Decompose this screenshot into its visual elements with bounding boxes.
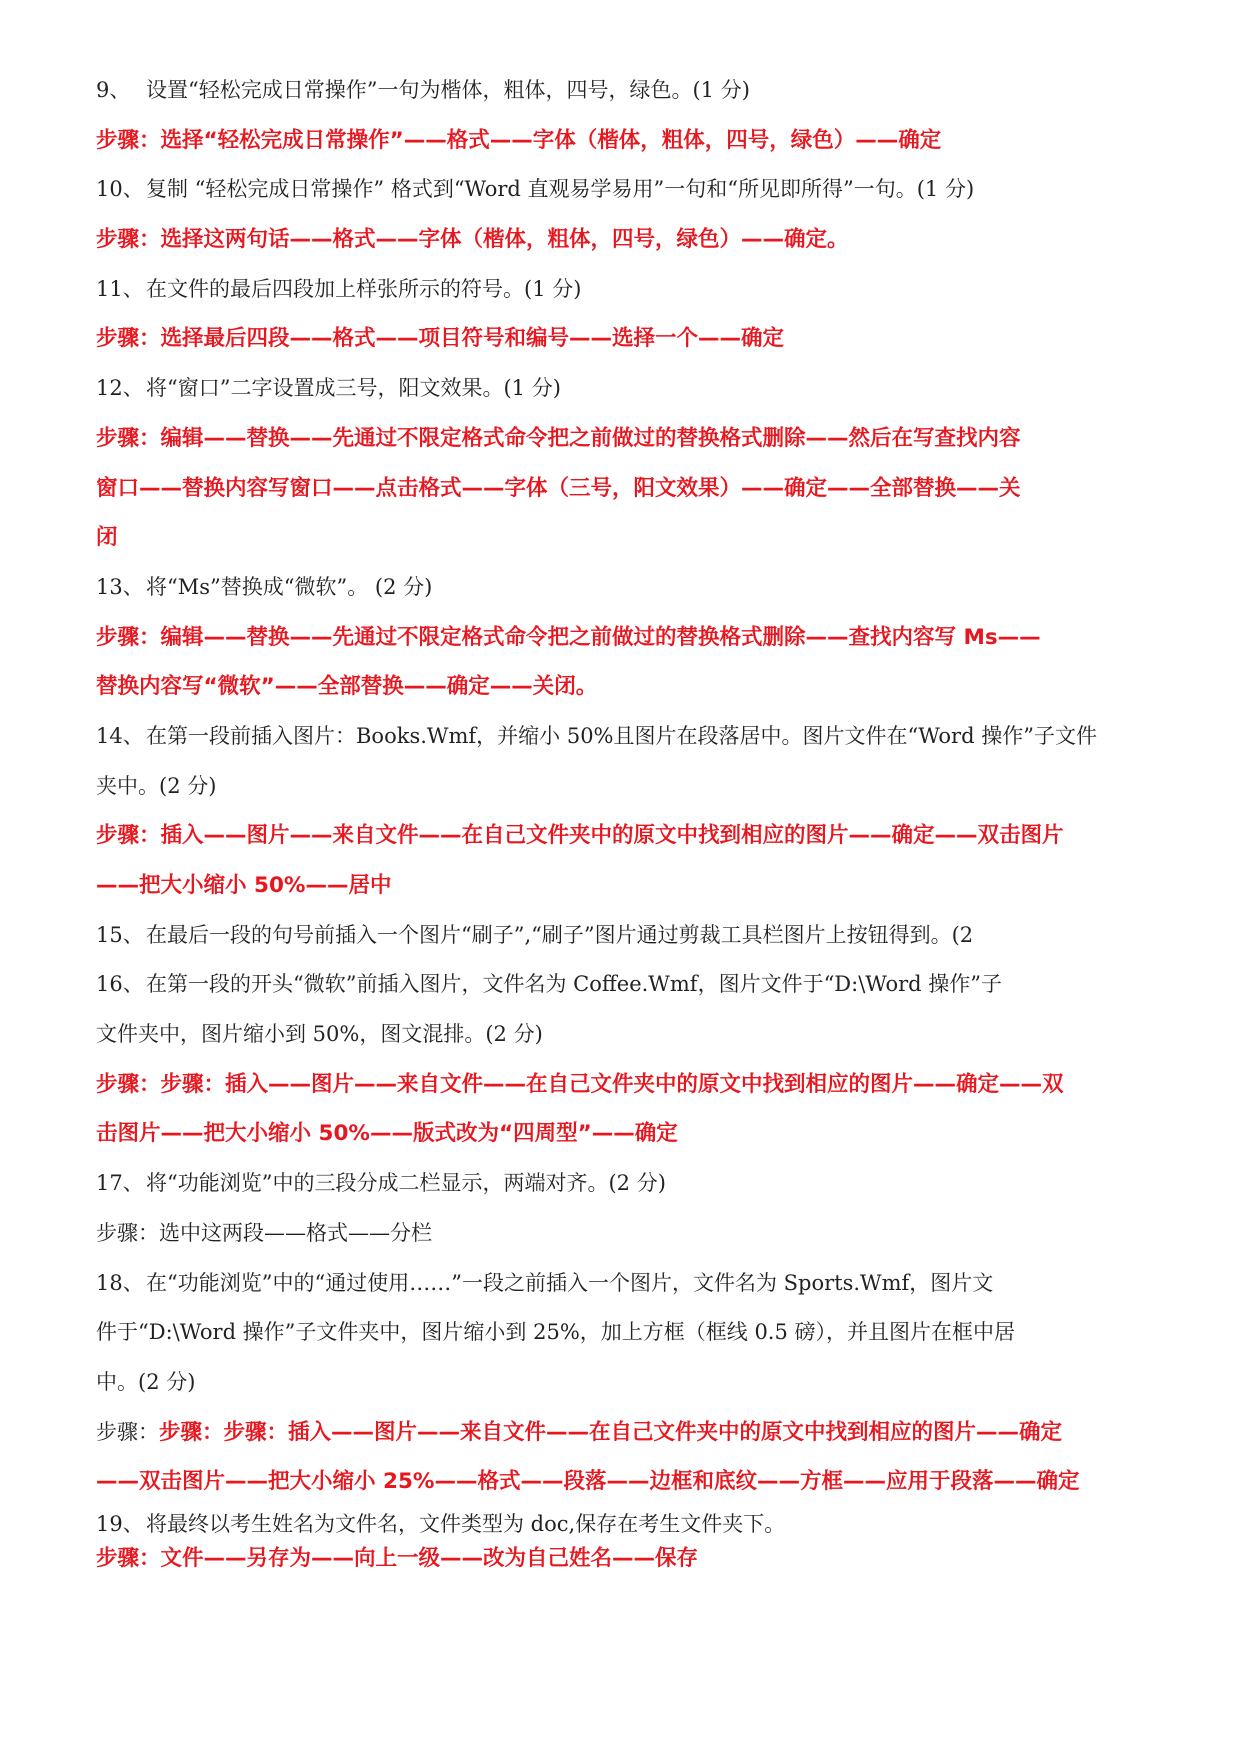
step-text: 替换内容写“微软”——全部替换——确定——关闭。	[96, 674, 598, 700]
question-number: 13、	[96, 574, 144, 599]
continuation-line	[96, 1209, 1182, 1259]
question-line	[96, 1159, 1182, 1209]
step-text: 步骤：插入——图片——来自文件——在自己文件夹中的原文中找到相应的图片——确定——双击图片	[96, 823, 1064, 849]
step-line	[96, 464, 1182, 514]
step-prefix: 步骤：	[96, 1419, 159, 1444]
question-number: 15、	[96, 922, 144, 947]
question-number: 16、	[96, 972, 144, 997]
continuation-line	[96, 1358, 1182, 1408]
continuation-text: 文件夹中，图片缩小到 50%，图文混排。(2 分)	[96, 1022, 543, 1047]
step-text: 闭	[96, 525, 118, 551]
step-line	[96, 116, 1182, 166]
step-line	[96, 513, 1182, 563]
question-number: 11、	[96, 276, 144, 301]
step-text: 步骤：选择这两句话——格式——字体（楷体，粗体，四号，绿色）——确定。	[96, 227, 849, 253]
question-number: 18、	[96, 1270, 144, 1295]
question-text: 将“功能浏览”中的三段分成二栏显示，两端对齐。(2 分)	[146, 1171, 666, 1196]
question-line	[96, 265, 1182, 315]
step-text: 击图片——把大小缩小 50%——版式改为“四周型”——确定	[96, 1121, 678, 1147]
step-line	[96, 1060, 1182, 1110]
step-line	[96, 414, 1182, 464]
question-text: 在最后一段的句号前插入一个图片“刷子”,“刷子”图片通过剪裁工具栏图片上按钮得到。(2	[146, 922, 974, 947]
step-text: 步骤：文件——另存为——向上一级——改为自己姓名——保存	[96, 1545, 699, 1571]
question-text: 在文件的最后四段加上样张所示的符号。(1 分)	[146, 276, 582, 301]
question-text: 将“Ms”替换成“微软”。 (2 分)	[146, 574, 433, 599]
question-line	[96, 165, 1182, 215]
question-text: 在第一段前插入图片：Books.Wmf，并缩小 50%且图片在段落居中。图片文件在“Word 操作”子文件	[146, 723, 1097, 748]
continuation-line	[96, 1308, 1182, 1358]
question-number: 12、	[96, 376, 144, 401]
question-line	[96, 1259, 1182, 1309]
step-line	[96, 662, 1182, 712]
question-line	[96, 712, 1182, 762]
step-text: 步骤：选择最后四段——格式——项目符号和编号——选择一个——确定	[96, 326, 785, 352]
continuation-text: 夹中。(2 分)	[96, 773, 217, 798]
question-number: 14、	[96, 723, 144, 748]
question-line	[96, 1507, 1182, 1541]
step-text: 窗口——替换内容写窗口——点击格式——字体（三号，阳文效果）——确定——全部替换——关	[96, 475, 1021, 501]
continuation-text: 中。(2 分)	[96, 1369, 196, 1394]
step-text: 步骤：步骤：插入——图片——来自文件——在自己文件夹中的原文中找到相应的图片——确定	[159, 1419, 1063, 1445]
continuation-text: 件于“D:\Word 操作”子文件夹中，图片缩小到 25%，加上方框（框线 0.5 磅），并且图片在框中居	[96, 1320, 1016, 1345]
step-line	[96, 613, 1182, 663]
step-line	[96, 1109, 1182, 1159]
question-text: 设置“轻松完成日常操作”一句为楷体，粗体，四号，绿色。(1 分)	[146, 78, 750, 102]
step-line-mixed	[96, 1408, 1182, 1458]
step-text: 步骤：编辑——替换——先通过不限定格式命令把之前做过的替换格式删除——然后在写查找内容	[96, 425, 1021, 451]
question-text: 在“功能浏览”中的“通过使用……”一段之前插入一个图片，文件名为 Sports.Wmf，图片文	[146, 1270, 994, 1295]
step-text: 步骤：编辑——替换——先通过不限定格式命令把之前做过的替换格式删除——查找内容写 Ms——	[96, 624, 1041, 650]
question-number: 10、	[96, 177, 144, 202]
step-line	[96, 1541, 1182, 1575]
question-number: 9、	[96, 78, 131, 102]
continuation-line	[96, 1010, 1182, 1060]
question-text: 复制 “轻松完成日常操作” 格式到“Word 直观易学易用”一句和“所见即所得”一句。(1 分)	[146, 177, 975, 202]
step-text: ——把大小缩小 50%——居中	[96, 873, 392, 898]
step-line	[96, 811, 1182, 861]
step-text: 步骤：选择“轻松完成日常操作”——格式——字体（楷体，粗体，四号，绿色）——确定	[96, 127, 942, 153]
question-line	[96, 66, 1182, 116]
step-line	[96, 215, 1182, 265]
question-number: 19、	[96, 1511, 144, 1536]
question-text: 将“窗口”二字设置成三号，阳文效果。(1 分)	[146, 376, 561, 401]
question-number: 17、	[96, 1171, 144, 1196]
question-line	[96, 960, 1182, 1010]
continuation-text: 步骤：选中这两段——格式——分栏	[96, 1220, 432, 1245]
question-line	[96, 364, 1182, 414]
step-text: 步骤：步骤：插入——图片——来自文件——在自己文件夹中的原文中找到相应的图片——确定——双	[96, 1071, 1064, 1097]
question-text: 在第一段的开头“微软”前插入图片，文件名为 Coffee.Wmf，图片文件于“D:\Word 操作”子	[146, 972, 1002, 997]
step-line	[96, 314, 1182, 364]
question-text: 将最终以考生姓名为文件名，文件类型为 doc,保存在考生文件夹下。	[146, 1511, 786, 1536]
step-line	[96, 861, 1182, 911]
document-page	[96, 66, 1182, 1575]
question-line	[96, 911, 1182, 961]
step-text: ——双击图片——把大小缩小 25%——格式——段落——边框和底纹——方框——应用于段落——确定	[96, 1469, 1080, 1495]
continuation-line	[96, 762, 1182, 812]
step-line	[96, 1457, 1182, 1507]
question-line	[96, 563, 1182, 613]
